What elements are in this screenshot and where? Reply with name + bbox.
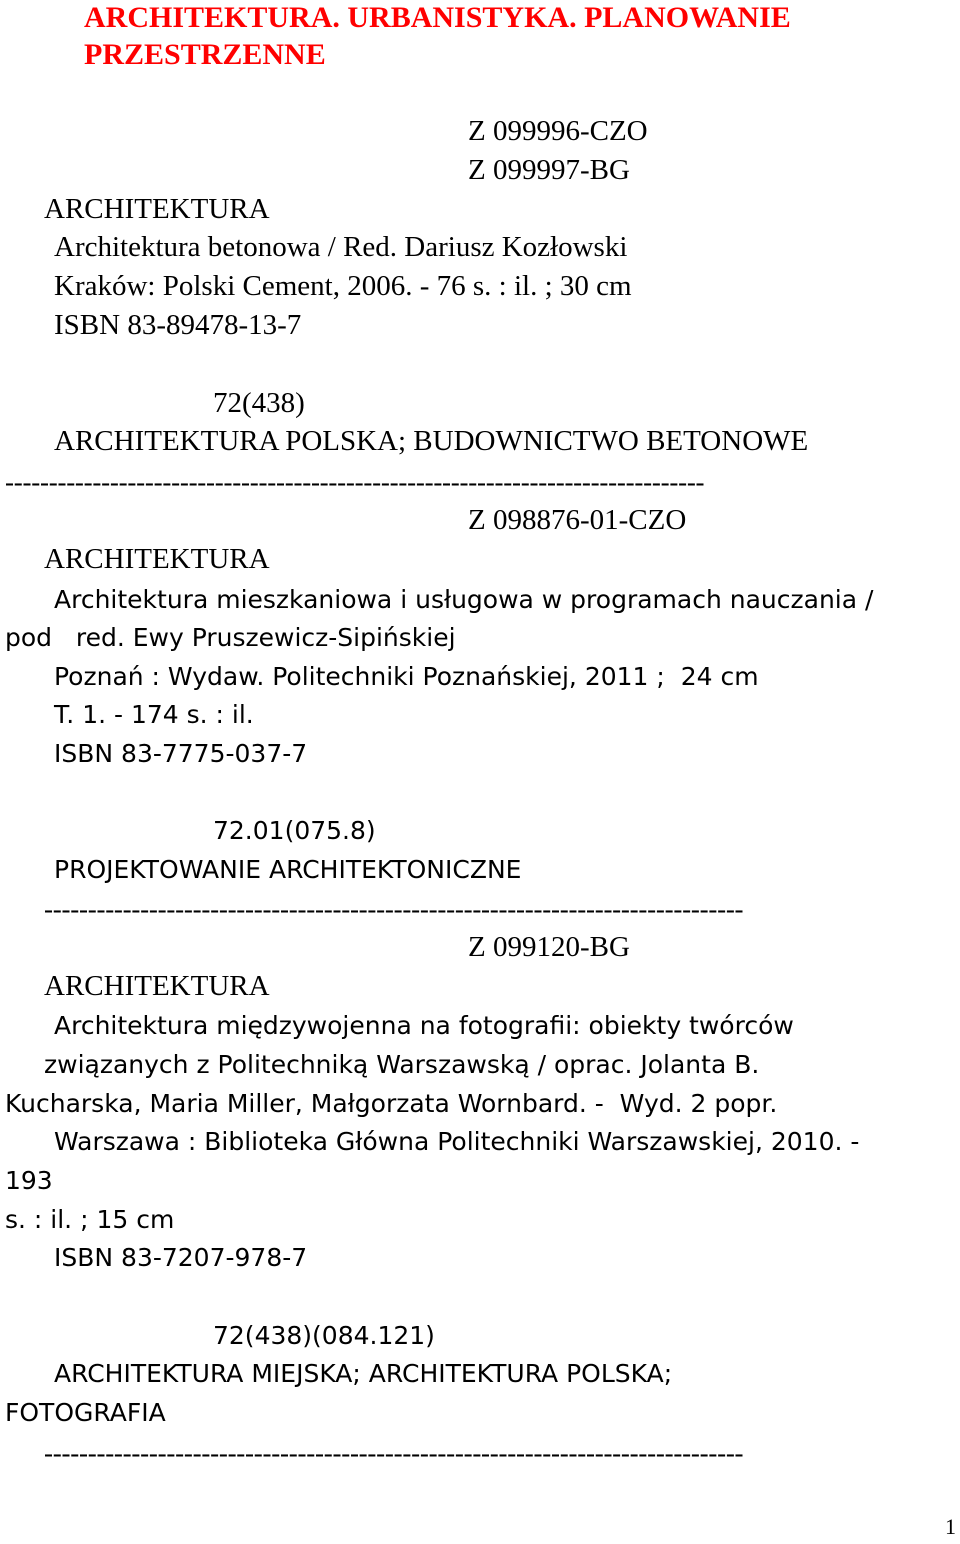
entry-subjects-continued: FOTOGRAFIA: [5, 1398, 166, 1427]
call-number: Z 099996-CZO: [468, 115, 648, 147]
entry-imprint: Kraków: Polski Cement, 2006. - 76 s. : il. ; 30 cm: [54, 270, 632, 302]
call-number: Z 099997-BG: [468, 154, 630, 186]
entry-imprint-continued: 193: [5, 1166, 53, 1195]
entry-udc: 72.01(075.8): [213, 816, 376, 845]
entry-title: Architektura międzywojenna na fotografii: obiekty twórców: [54, 1011, 794, 1040]
entry-udc: 72(438)(084.121): [213, 1321, 435, 1350]
entry-udc: 72(438): [213, 387, 305, 419]
entry-category: ARCHITEKTURA: [44, 970, 270, 1002]
entry-title-continued: związanych z Politechniką Warszawską / oprac. Jolanta B.: [44, 1050, 760, 1079]
section-title-line1: ARCHITEKTURA. URBANISTYKA. PLANOWANIE: [84, 1, 791, 34]
section-title-line2: PRZESTRZENNE: [84, 38, 326, 71]
entry-title: Architektura mieszkaniowa i usługowa w programach nauczania /: [54, 585, 874, 614]
entry-title-continued: pod red. Ewy Pruszewicz-Sipińskiej: [5, 623, 456, 652]
entry-title: Architektura betonowa / Red. Dariusz Kozłowski: [54, 231, 628, 263]
entry-subjects: PROJEKTOWANIE ARCHITEKTONICZNE: [54, 855, 522, 884]
entry-title-continued: Kucharska, Maria Miller, Małgorzata Wornbard. - Wyd. 2 popr.: [5, 1089, 778, 1118]
entry-isbn: ISBN 83-7207-978-7: [54, 1243, 308, 1272]
entry-subjects: ARCHITEKTURA MIEJSKA; ARCHITEKTURA POLSKA;: [54, 1359, 673, 1388]
entry-isbn: ISBN 83-7775-037-7: [54, 739, 308, 768]
entry-isbn: ISBN 83-89478-13-7: [54, 309, 302, 341]
entry-category: ARCHITEKTURA: [44, 543, 270, 575]
entry-imprint-continued: s. : il. ; 15 cm: [5, 1205, 175, 1234]
separator: --------------------------------------------------------------------------------: [44, 1438, 744, 1468]
separator: --------------------------------------------------------------------------------: [5, 467, 705, 497]
entry-imprint: Warszawa : Biblioteka Główna Politechniki Warszawskiej, 2010. -: [54, 1127, 860, 1156]
page-number: 1: [945, 1514, 956, 1539]
entry-category: ARCHITEKTURA: [44, 193, 270, 225]
entry-subjects: ARCHITEKTURA POLSKA; BUDOWNICTWO BETONOWE: [54, 425, 809, 457]
call-number: Z 099120-BG: [468, 931, 630, 963]
entry-volume: T. 1. - 174 s. : il.: [54, 700, 254, 729]
call-number: Z 098876-01-CZO: [468, 504, 687, 536]
separator: --------------------------------------------------------------------------------: [44, 894, 744, 924]
entry-imprint: Poznań : Wydaw. Politechniki Poznańskiej, 2011 ; 24 cm: [54, 662, 759, 691]
